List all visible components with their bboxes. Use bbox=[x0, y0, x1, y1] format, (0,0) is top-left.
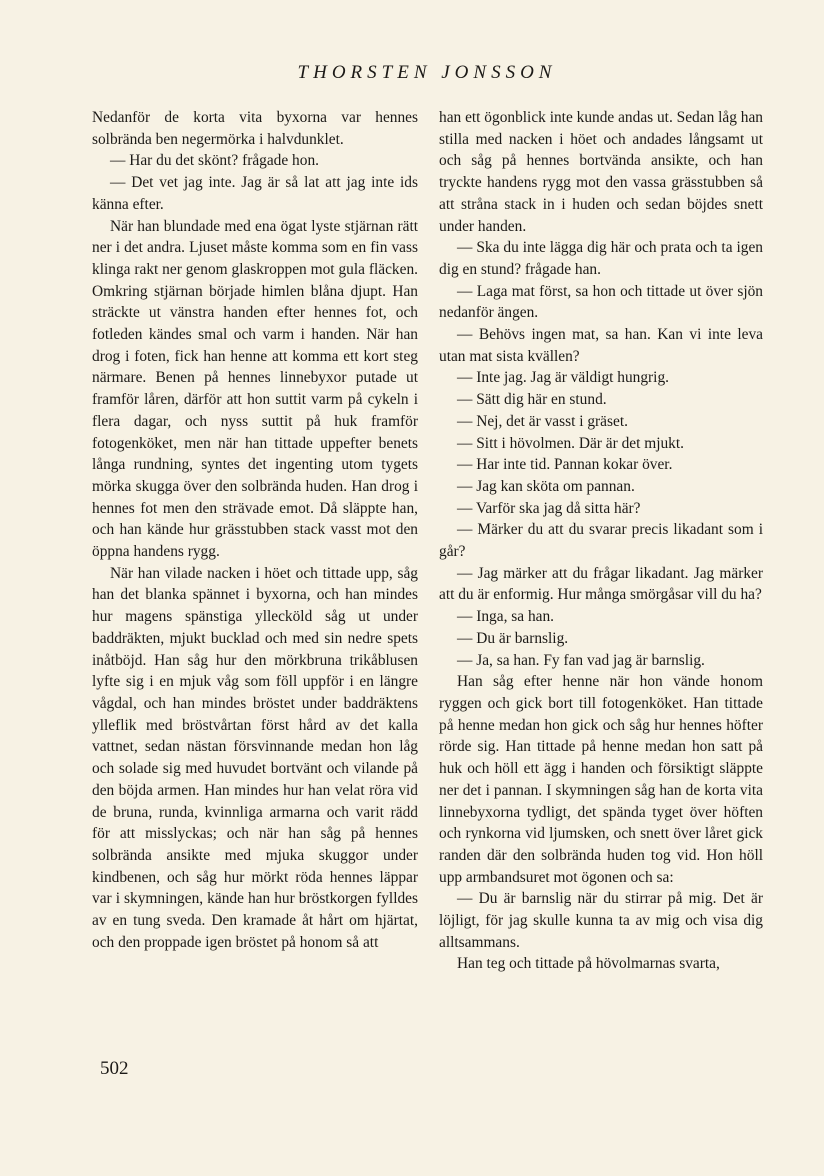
paragraph: — Ja, sa han. Fy fan vad jag är barnslig. bbox=[457, 651, 705, 669]
paragraph: — Varför ska jag då sitta här? bbox=[457, 499, 641, 517]
paragraph: — Har du det skönt? frågade hon. bbox=[110, 152, 319, 170]
paragraph: När han vilade nacken i höet och tittade upp, såg han det blanka spännet i byxorna, och han mindes hur magens spänstiga ylleсköld såg ut under baddräkten, mjukt bucklad och med sin nedre spets inåtböjd. Han såg hur den mörkbruna trikåblusen lyfte sig i en mjuk våg som föll uppför i en längre vågdal, och han mindes bröstet under baddräktens ylleflik med bröstvårtan först hård av det kalla vattnet, sedan nästan försvinnande medan hon låg och solade sig med huvudet bortvänt och vilande på den böjda armen. Han mindes hur han velat röra vid de bruna, runda, kvinnliga armarna och varit rädd för att misslyckas; och när han såg på hennes solbrända ansikte med mjuka skuggor under kindbenen, och såg hur mörkt röda hennes läppar var i skymningen, kände han hur bröstkorgen fylldes av en tung sveda. Den kramade åt hårt om hjärtat, och den proppade igen bröstet på honom så att bbox=[92, 564, 418, 951]
paragraph: — Du är barnslig när du stirrar på mig. Det är löjligt, för jag skulle kunna ta av mig och visa dig alltsammans. bbox=[439, 890, 763, 951]
paragraph: han ett ögonblick inte kunde andas ut. Sedan låg han stilla med nacken i höet och andades långsamt ut och såg på hennes bortvända ansikte, och han tryckte handens rygg mot den vassa grässtubben så att stråna stack in i huden och sedan böjdes snett under handen. bbox=[439, 109, 763, 235]
paragraph: — Nej, det är vasst i gräset. bbox=[457, 412, 628, 430]
paragraph: Nedanför de korta vita byxorna var hennes solbrända ben negermörka i halvdunklet. bbox=[92, 109, 418, 148]
paragraph: — Inte jag. Jag är väldigt hungrig. bbox=[457, 369, 669, 387]
paragraph: När han blundade med ena ögat lyste stjärnan rätt ner i det andra. Ljuset måste komma som en fin vass klinga rakt ner genom glaskroppen mot gula fläcken. Omkring stjärnan började himlen blåna djupt. Han sträckte ut vänstra handen efter hennes fot, och fotleden kändes smal och varm i handen. När han drog i foten, fick han henne att komma ett kort steg närmare. Benen på hennes linnebyxor putade ut framför låren, därför att hon suttit varm på cykeln i flera dagar, och nyss suttit på huk framför fotogenköket, men när han tittade uppefter benets långa rundning, syntes det ingenting utom tygets mörka skugga över den solbrända huden. Han drog i hennes fot men den strävade emot. Då släppte han, och han kände hur grässtubben stack vasst mot den öppna handens rygg. bbox=[92, 217, 418, 561]
paragraph: — Det vet jag inte. Jag är så lat att jag inte ids känna efter. bbox=[92, 174, 418, 213]
running-header: THORSTEN JONSSON bbox=[297, 62, 557, 83]
paragraph: — Har inte tid. Pannan kokar över. bbox=[457, 456, 673, 474]
page-number: 502 bbox=[100, 1058, 129, 1079]
paragraph: — Behövs ingen mat, sa han. Kan vi inte leva utan mat sista kvällen? bbox=[439, 326, 763, 365]
left-column bbox=[92, 107, 418, 953]
paragraph: — Jag märker att du frågar likadant. Jag märker att du är enformig. Hur många smörgåsar vill du ha? bbox=[439, 564, 763, 604]
right-column bbox=[439, 107, 763, 975]
paragraph: — Inga, sa han. bbox=[457, 608, 555, 626]
paragraph: — Märker du att du svarar precis likadant som i går? bbox=[439, 521, 763, 561]
paragraph: — Sätt dig här en stund. bbox=[457, 391, 607, 409]
paragraph: — Ska du inte lägga dig här och prata och ta igen dig en stund? frågade han. bbox=[439, 239, 763, 278]
paragraph: — Du är barnslig. bbox=[457, 629, 569, 647]
paragraph: Han teg och tittade på hövolmarnas svarta, bbox=[457, 955, 720, 973]
paragraph: — Laga mat först, sa hon och tittade ut över sjön nedanför ängen. bbox=[439, 282, 763, 322]
paragraph: — Sitt i hövolmen. Där är det mjukt. bbox=[457, 434, 684, 452]
paragraph: — Jag kan sköta om pannan. bbox=[457, 477, 635, 495]
paragraph: Han såg efter henne när hon vände honom ryggen och gick bort till fotogenköket. Han tittade på henne medan hon gick och såg hur hennes höfter rörde sig. Han tittade på henne medan hon satt på huk och höll ett ägg i handen och försiktigt släppte ner det i pannan. I skymningen såg han de korta vita linnebyxorna tydligt, det spända tyget över höften och rynkorna vid ljumsken, och snett över låret gick randen där den solbrända huden tog vid. Hon höll upp armbandsuret mot ögonen och sa: bbox=[439, 673, 763, 886]
